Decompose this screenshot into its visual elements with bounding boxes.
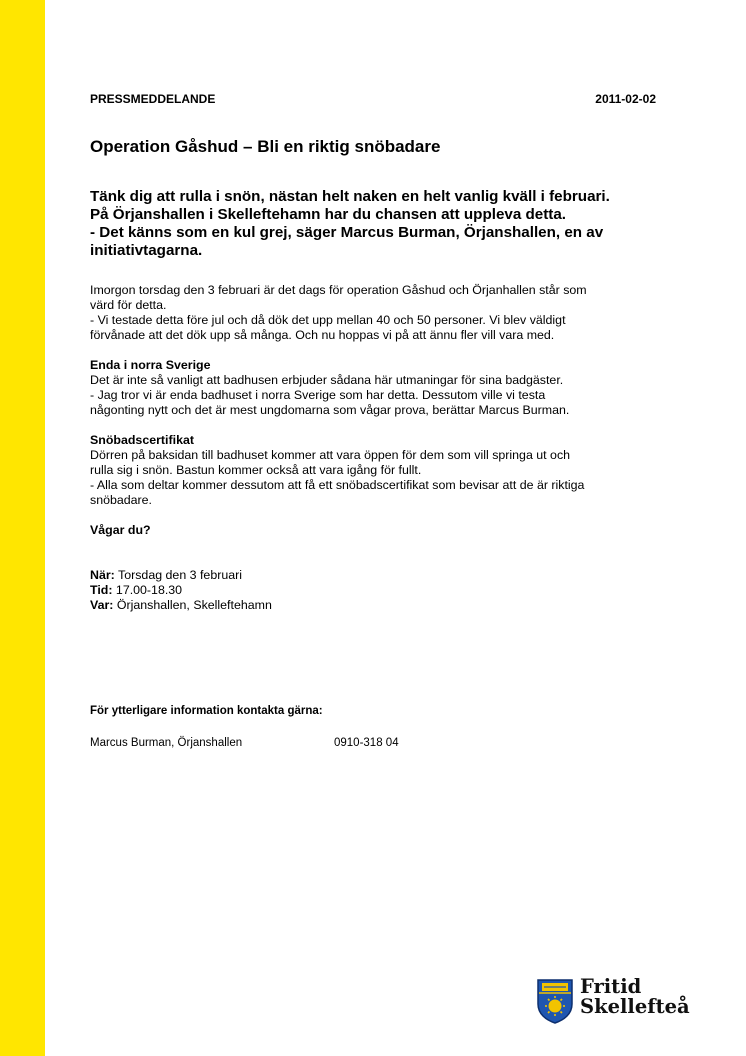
lead-line: initiativtagarna.: [90, 242, 203, 259]
document-header: [90, 92, 656, 106]
yellow-side-stripe: [0, 0, 45, 1056]
headline: Operation Gåshud – Bli en riktig snöbadare: [90, 137, 441, 156]
contact-phone: 0910-318 04: [334, 737, 399, 749]
document-type-label: PRESSMEDDELANDE: [90, 92, 216, 106]
event-where: Var: Örjanshallen, Skelleftehamn: [90, 598, 272, 612]
body-line: värd för detta.: [90, 298, 167, 312]
lead-paragraph: [90, 188, 690, 260]
contact-name: Marcus Burman, Örjanshallen: [90, 737, 243, 749]
coat-of-arms-icon: [536, 978, 574, 1024]
body-line: Imorgon torsdag den 3 februari är det dags för operation Gåshud och Örjanhallen står som: [90, 283, 587, 297]
body-line: - Jag tror vi är enda badhuset i norra Sverige som har detta. Dessutom ville vi testa: [90, 388, 546, 402]
body-text: [90, 283, 700, 613]
question-line: Vågar du?: [90, 523, 151, 537]
body-line: snöbadare.: [90, 493, 153, 507]
fritid-skelleftea-logo: [536, 976, 696, 1026]
lead-line: - Det känns som en kul grej, säger Marcus Burman, Örjanshallen, en av: [90, 224, 604, 241]
release-date: 2011-02-02: [595, 92, 656, 106]
body-line: - Vi testade detta före jul och då dök det upp mellan 40 och 50 personer. Vi blev väldigt: [90, 313, 566, 327]
event-time: Tid: 17.00-18.30: [90, 583, 183, 597]
logo-text-line1: Fritid: [580, 975, 642, 998]
body-line: Det är inte så vanligt att badhusen erbjuder sådana här utmaningar för sina badgäster.: [90, 373, 564, 387]
body-line: förvånade att det dök upp så många. Och nu hoppas vi på att ännu fler vill vara med.: [90, 328, 555, 342]
body-line: - Alla som deltar kommer dessutom att få ett snöbadscertifikat som bevisar att de är riktiga: [90, 478, 585, 492]
body-line: någonting nytt och det är mest ungdomarna som vågar prova, berättar Marcus Burman.: [90, 403, 570, 417]
logo-text-line2: Skellefteå: [580, 995, 690, 1018]
body-line: Dörren på baksidan till badhuset kommer att vara öppen för dem som vill springa ut och: [90, 448, 571, 462]
body-line: rulla sig i snön. Bastun kommer också att vara igång för fullt.: [90, 463, 422, 477]
contact-heading: För ytterligare information kontakta gärna:: [90, 705, 323, 717]
lead-line: På Örjanshallen i Skelleftehamn har du chansen att uppleva detta.: [90, 206, 567, 223]
lead-line: Tänk dig att rulla i snön, nästan helt naken en helt vanlig kväll i februari.: [90, 188, 610, 205]
section-heading: Enda i norra Sverige: [90, 358, 211, 372]
event-when: När: Torsdag den 3 februari: [90, 568, 242, 582]
contact-row: [90, 737, 490, 749]
section-heading: Snöbadscertifikat: [90, 433, 194, 447]
